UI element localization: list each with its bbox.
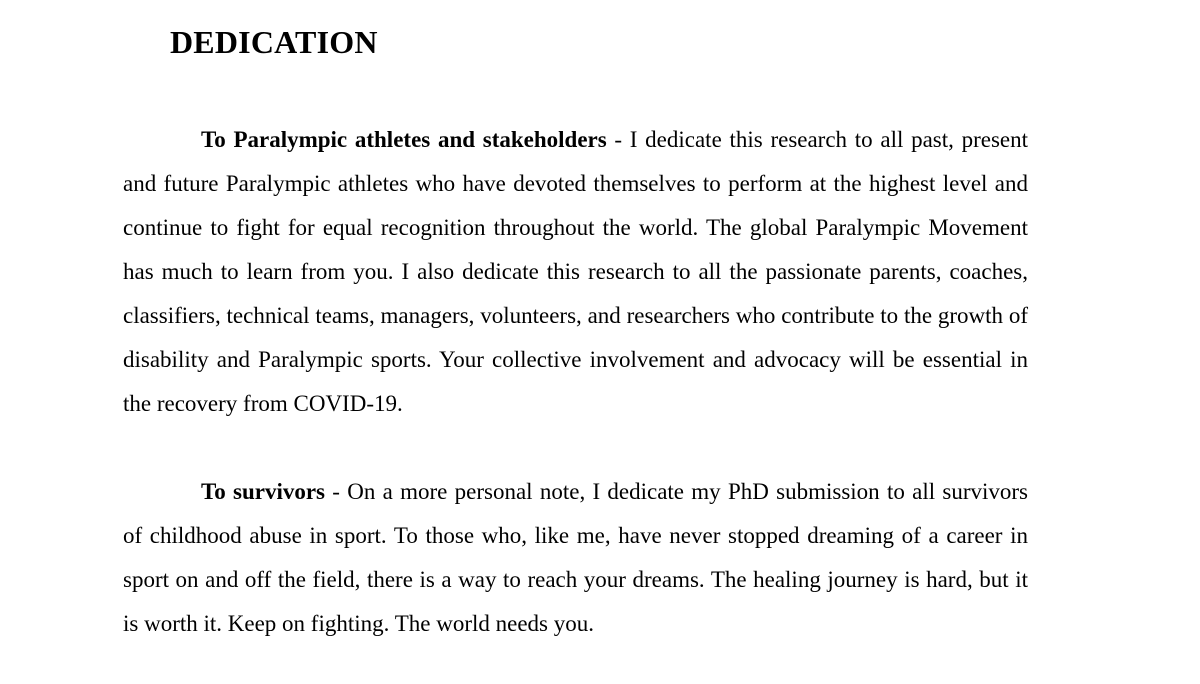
page-title: DEDICATION — [170, 24, 378, 60]
dedication-paragraph-athletes — [123, 118, 1028, 426]
dedication-paragraph-survivors — [123, 470, 1028, 646]
paragraph-text: I dedicate this research to all past, present and future Paralympic athletes who have devoted themselves to perform at the highest level and continue to fight for equal recognition throughout the world. The global Paralympic Movement has much to learn from you. I also dedicate this research to all the passionate parents, coaches, classifiers, technical teams, managers, volunteers, and researchers who contribute to the growth of disability and Paralympic sports. Your collective involvement and advocacy will be essential in the recovery from COVID-19. — [123, 127, 1029, 416]
paragraph-separator: - — [606, 127, 630, 152]
paragraph-lead: To Paralympic athletes and stakeholders — [201, 127, 607, 152]
paragraph-separator: - — [325, 479, 348, 504]
paragraph-lead: To survivors — [201, 479, 326, 504]
paragraph-text: On a more personal note, I dedicate my PhD submission to all survivors of childhood abuse in sport. To those who, like me, have never stopped dreaming of a career in sport on and off the field, there is a way to reach your dreams. The healing journey is hard, but it is worth it. Keep on fighting. The world needs you. — [123, 479, 1028, 636]
